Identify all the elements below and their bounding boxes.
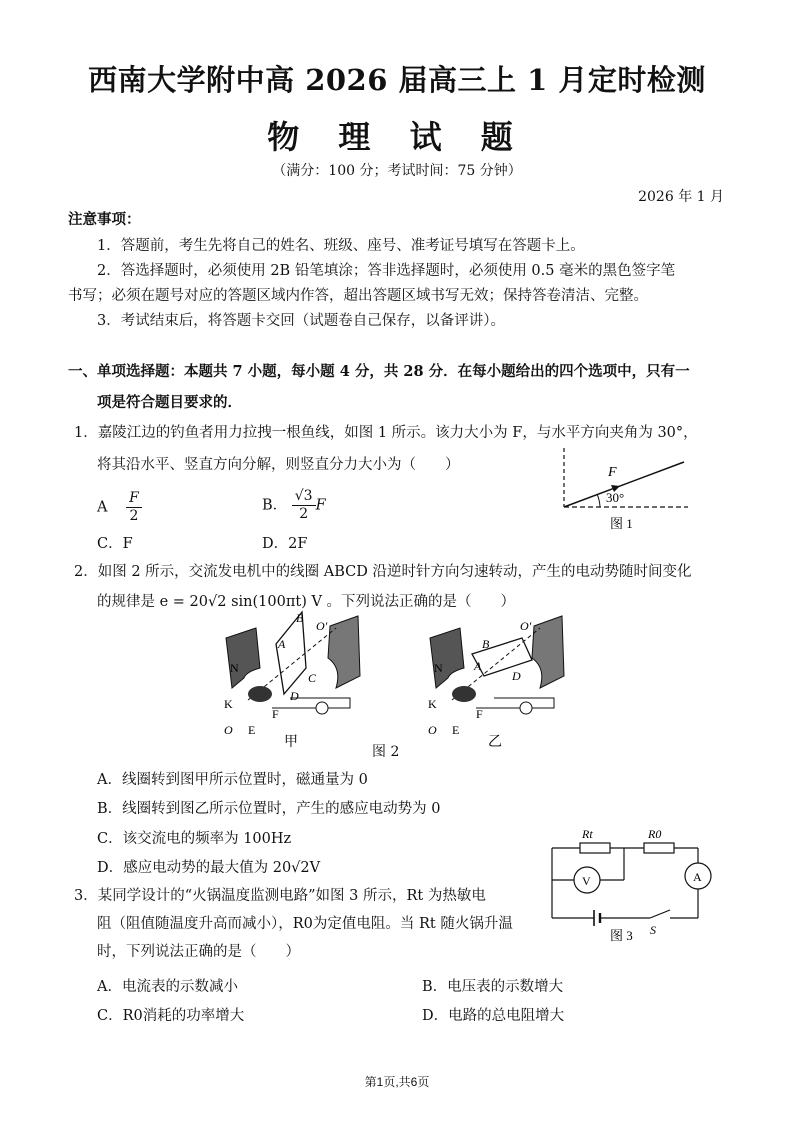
fig2l-label-o2: O′ xyxy=(316,619,328,633)
exam-date: 2026 年 1 月 xyxy=(638,189,724,205)
fig3-switch xyxy=(650,910,670,918)
q3-option-c: C．R0消耗的功率增大 xyxy=(97,1008,245,1024)
fig2l-magnet-n xyxy=(226,628,260,688)
exam-title: 西南大学附中高 2026 届高三上 1 月定时检测 xyxy=(88,63,706,97)
q1-option-b xyxy=(262,488,326,523)
fig2l-label-o: O xyxy=(224,723,233,737)
q1-option-b-tail: F xyxy=(315,497,326,514)
q2-option-a: A．线圈转到图甲所示位置时，磁通量为 0 xyxy=(97,772,368,788)
figure-1 xyxy=(548,444,698,536)
fig2l-label-e: E xyxy=(248,723,256,737)
q3-stem-line2: 阻（阻值随温度升高而减小），R0为定值电阻。当 Rt 随火锅升温 xyxy=(97,916,513,932)
fig2l-label-f: F xyxy=(272,707,279,721)
fig2r-label-e: E xyxy=(452,723,460,737)
q1-option-a-label: A xyxy=(97,499,108,516)
fig1-force-label: F xyxy=(608,465,617,480)
fig2l-slip-rings xyxy=(248,686,272,702)
fig2-right-label: 乙 xyxy=(488,735,502,748)
fig2r-meter xyxy=(520,702,532,714)
fig2l-circuit xyxy=(272,698,350,708)
fig2r-slip-rings xyxy=(452,686,476,702)
fig2r-circuit xyxy=(476,698,554,708)
fig2r-label-d: D xyxy=(512,669,521,683)
fig2r-label-n: N xyxy=(434,661,443,675)
q1-option-a xyxy=(97,490,142,525)
fig3-label-r0: R0 xyxy=(648,827,662,841)
notice-item-2-cont: 书写；必须在题号对应的答题区域内作答，超出答题区域书写无效；保持答卷清洁、完整。 xyxy=(68,288,648,304)
q1-option-d: D．2F xyxy=(262,536,308,552)
fig3-resistor-r0 xyxy=(644,843,674,853)
notice-item-1: 1．答题前，考生先将自己的姓名、班级、座号、准考证号填写在答题卡上。 xyxy=(97,238,585,254)
fig2r-magnet-s xyxy=(532,616,564,688)
score-time: （满分：100 分；考试时间：75 分钟） xyxy=(272,163,522,179)
q2-option-c: C．该交流电的频率为 100Hz xyxy=(97,831,292,847)
fig2l-label-c: C xyxy=(308,671,317,685)
figure-2-left xyxy=(218,608,368,748)
fig1-caption: 图 1 xyxy=(610,516,633,531)
fig3-caption: 图 3 xyxy=(610,928,633,943)
fig2r-label-b: B xyxy=(482,637,490,651)
fig2r-label-f: F xyxy=(476,707,483,721)
q1-option-a-num: F xyxy=(126,490,142,508)
q1-option-a-frac xyxy=(126,490,142,525)
notice-item-2: 2．答选择题时，必须使用 2B 铅笔填涂；答非选择题时，必须使用 0.5 毫米的黑色签字笔 xyxy=(97,263,676,279)
fig2r-label-k: K xyxy=(428,697,437,711)
q1-option-a-den: 2 xyxy=(129,508,139,524)
fig1-angle-label: 30° xyxy=(606,490,625,505)
fig2l-label-d: D xyxy=(290,689,299,703)
q1-option-b-label: B． xyxy=(262,497,288,514)
fig3-label-v: V xyxy=(582,874,591,888)
q1-option-b-sqrt: √3 xyxy=(292,488,316,506)
notice-item-3: 3．考试结束后，将答题卡交回（试题卷自己保存，以备评讲）。 xyxy=(97,313,505,329)
q3-stem-line1: 3．某同学设计的“火锅温度监测电路”如图 3 所示，Rt 为热敏电 xyxy=(74,888,486,904)
fig2l-label-k: K xyxy=(224,697,233,711)
fig2l-label-n: N xyxy=(230,661,239,675)
page-number: 第1页,共6页 xyxy=(364,1075,430,1089)
figure-3 xyxy=(544,826,716,944)
fig3-label-rt: Rt xyxy=(582,827,593,841)
q1-option-b-den: 2 xyxy=(299,506,309,522)
fig2-caption: 图 2 xyxy=(372,744,400,760)
q3-option-b: B．电压表的示数增大 xyxy=(422,979,564,995)
fig3-label-a: A xyxy=(693,870,702,884)
q1-stem-line2: 将其沿水平、竖直方向分解，则竖直分力大小为（ ） xyxy=(97,457,460,473)
section1-heading: 一、单项选择题：本题共 7 小题，每小题 4 分，共 28 分．在每小题给出的四个选项中，只有一 xyxy=(68,363,690,380)
section1-heading-cont: 项是符合题目要求的． xyxy=(97,394,242,411)
q2-stem-line1: 2．如图 2 所示，交流发电机中的线圈 ABCD 沿逆时针方向匀速转动，产生的电动势随时间变化 xyxy=(74,564,692,580)
q1-option-c: C．F xyxy=(97,536,133,552)
notice-heading: 注意事项： xyxy=(68,211,141,228)
fig2l-meter xyxy=(316,702,328,714)
q2-stem-line2: 的规律是 e = 20√2 sin(100πt) V 。下列说法正确的是（ ） xyxy=(97,594,516,610)
q1-stem-line1: 1．嘉陵江边的钓鱼者用力拉拽一根鱼线，如图 1 所示。该力大小为 F，与水平方向夹角为 30°， xyxy=(74,425,698,441)
q3-option-a: A．电流表的示数减小 xyxy=(97,979,238,995)
q2-option-d: D．感应电动势的最大值为 20√2V xyxy=(97,860,321,876)
q1-option-b-frac xyxy=(292,488,316,523)
fig2l-label-a: A xyxy=(278,637,286,651)
fig3-label-s: S xyxy=(650,923,656,937)
subject-title: 物 理 试 题 xyxy=(267,118,527,156)
fig2r-label-o: O xyxy=(428,723,437,737)
q3-stem-line3: 时，下列说法正确的是（ ） xyxy=(97,944,300,960)
fig2r-magnet-n xyxy=(430,628,464,688)
fig2r-label-a: A xyxy=(474,659,482,673)
fig2l-label-b: B xyxy=(296,611,304,625)
fig2r-label-o2: O′ xyxy=(520,619,532,633)
fig2l-magnet-s xyxy=(328,616,360,688)
fig1-angle-arc xyxy=(597,494,600,507)
figure-2-right xyxy=(422,608,572,748)
q2-option-b: B．线圈转到图乙所示位置时，产生的感应电动势为 0 xyxy=(97,801,441,817)
fig2-left-label: 甲 xyxy=(284,735,298,748)
fig3-resistor-rt xyxy=(580,843,610,853)
q3-option-d: D．电路的总电阻增大 xyxy=(422,1008,565,1024)
